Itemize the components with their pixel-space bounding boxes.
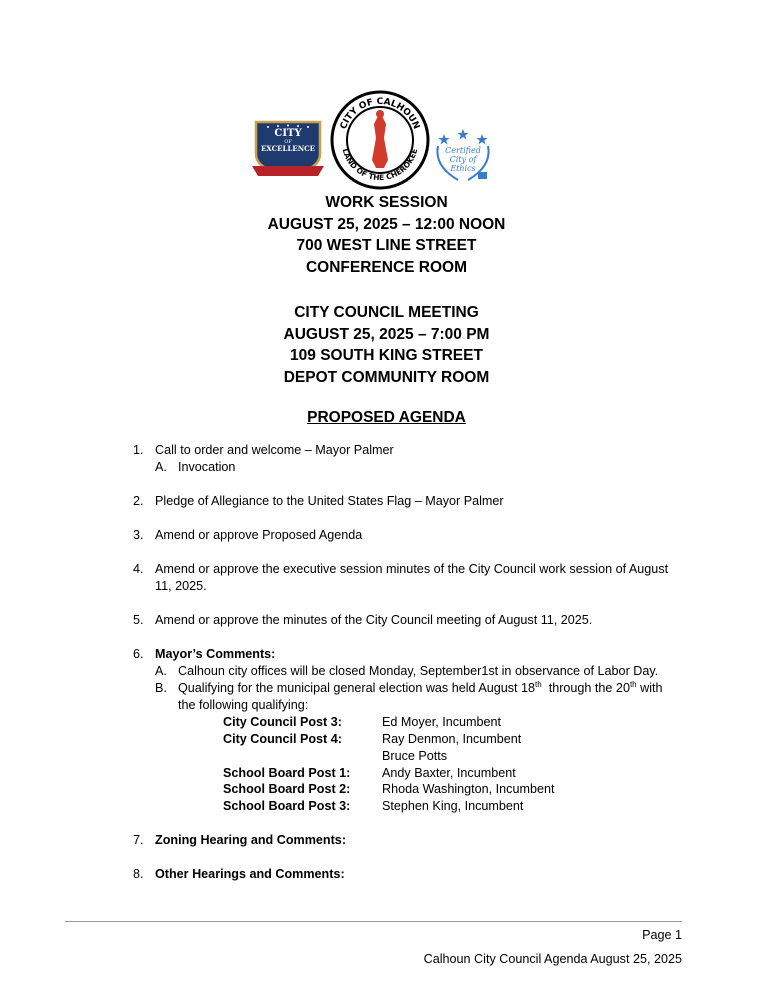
footer-page-number: Page 1 xyxy=(642,928,682,942)
item-6b-letter: B. xyxy=(155,681,167,695)
item-6b-text-line2: the following qualifying: xyxy=(178,698,309,712)
item-2-text: Pledge of Allegiance to the United States Flag – Mayor Palmer xyxy=(155,494,504,508)
item-7-heading: Zoning Hearing and Comments: xyxy=(155,833,347,847)
certified-city-of-ethics-logo xyxy=(428,126,498,186)
item-1a-letter: A. xyxy=(155,460,167,474)
item-6-number: 6. xyxy=(133,647,144,661)
qual-name: Ed Moyer, Incumbent xyxy=(382,715,502,729)
item-1-number: 1. xyxy=(133,443,144,457)
agenda-title: PROPOSED AGENDA xyxy=(307,409,466,426)
item-5-text: Amend or approve the minutes of the City Council meeting of August 11, 2025. xyxy=(155,613,593,627)
svg-text:EXCELLENCE: EXCELLENCE xyxy=(260,144,316,153)
work-session-date: AUGUST 25, 2025 – 12:00 NOON xyxy=(267,215,506,233)
work-session-header xyxy=(0,192,773,278)
item-3-number: 3. xyxy=(133,528,144,542)
item-1-text: Call to order and welcome – Mayor Palmer xyxy=(155,443,394,457)
qual-name: Bruce Potts xyxy=(382,749,448,763)
svg-text:CITY: CITY xyxy=(274,128,302,139)
qual-name: Andy Baxter, Incumbent xyxy=(382,766,516,780)
council-meeting-address: 109 SOUTH KING STREET xyxy=(290,347,483,364)
council-meeting-header xyxy=(0,302,773,388)
qual-post: City Council Post 4: xyxy=(223,732,342,746)
item-6b-text-line1: Qualifying for the municipal general election was held August 18th through the 20th with xyxy=(178,679,663,695)
item-4-number: 4. xyxy=(133,562,144,576)
svg-text:LAND OF THE CHEROKEE: LAND OF THE CHEROKEE xyxy=(340,147,420,183)
item-3-text: Amend or approve Proposed Agenda xyxy=(155,528,363,542)
qual-post: City Council Post 3: xyxy=(223,715,342,729)
qual-post: School Board Post 2: xyxy=(223,782,351,796)
item-4-text-line1: Amend or approve the executive session minutes of the City Council work session of August xyxy=(155,562,669,576)
item-8-number: 8. xyxy=(133,867,144,881)
council-meeting-date: AUGUST 25, 2025 – 7:00 PM xyxy=(283,325,490,343)
qual-post: School Board Post 3: xyxy=(223,799,351,813)
qual-name: Stephen King, Incumbent xyxy=(382,799,524,813)
item-6-heading: Mayor’s Comments: xyxy=(155,647,276,661)
svg-text:Certified: Certified xyxy=(445,146,481,155)
footer-divider xyxy=(65,921,682,922)
item-4-text-line2: 11, 2025. xyxy=(155,579,207,593)
council-meeting-title: CITY COUNCIL MEETING xyxy=(294,304,479,321)
svg-text:Ethics: Ethics xyxy=(450,164,476,173)
item-5-number: 5. xyxy=(133,613,144,627)
qual-name: Ray Denmon, Incumbent xyxy=(382,732,522,746)
city-of-excellence-logo xyxy=(248,118,328,182)
svg-text:CITY OF CALHOUN: CITY OF CALHOUN xyxy=(338,96,422,131)
council-meeting-room: DEPOT COMMUNITY ROOM xyxy=(283,368,490,386)
qual-post: School Board Post 1: xyxy=(223,766,351,780)
svg-text:OF: OF xyxy=(284,139,292,145)
work-session-address: 700 WEST LINE STREET xyxy=(296,237,477,254)
city-of-calhoun-seal xyxy=(330,90,430,190)
item-2-number: 2. xyxy=(133,494,144,508)
svg-text:City of: City of xyxy=(449,155,477,164)
footer-document-title: Calhoun City Council Agenda August 25, 2025 xyxy=(423,952,682,966)
item-6a-text: Calhoun city offices will be closed Monday, September1st in observance of Labor Day. xyxy=(178,664,659,678)
item-1a-text: Invocation xyxy=(178,460,236,474)
logo-group xyxy=(248,90,498,190)
work-session-room: CONFERENCE ROOM xyxy=(305,258,468,276)
item-7-number: 7. xyxy=(133,833,144,847)
item-8-heading: Other Hearings and Comments: xyxy=(155,867,345,881)
work-session-title: WORK SESSION xyxy=(325,194,448,211)
qual-name: Rhoda Washington, Incumbent xyxy=(382,782,555,796)
item-6a-letter: A. xyxy=(155,664,167,678)
